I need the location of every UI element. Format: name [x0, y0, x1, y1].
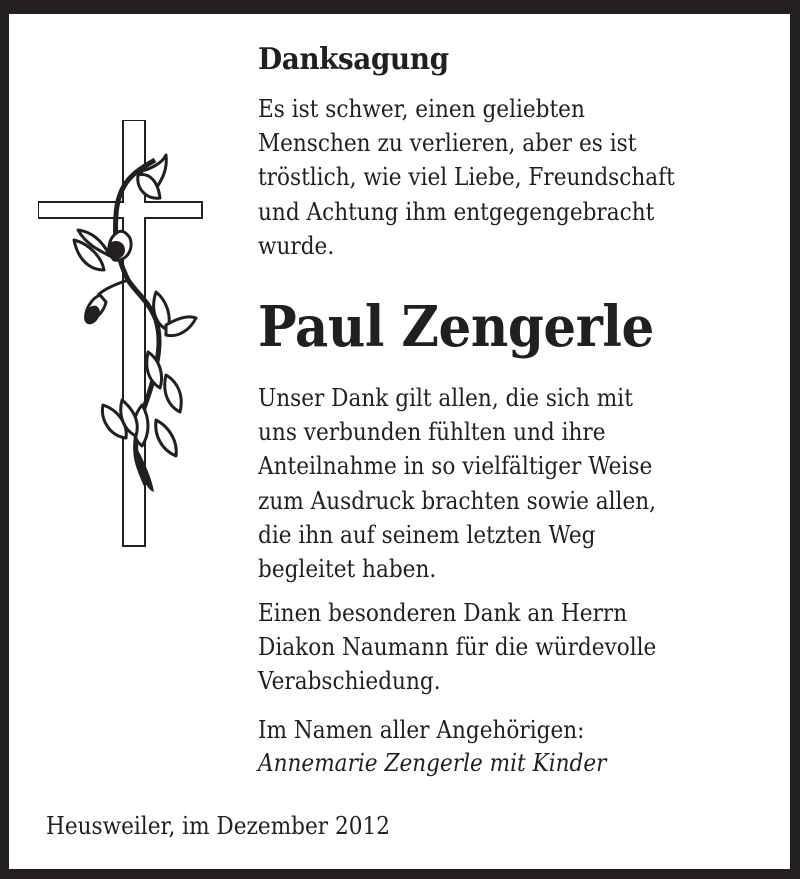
intro-line: Es ist schwer, einen geliebten: [258, 95, 585, 123]
thanks-paragraph: [258, 381, 656, 586]
thanks-line: begleitet haben.: [258, 554, 437, 583]
thanks-line: die ihn auf seinem letzten Weg: [258, 520, 596, 549]
place-date: Heusweiler, im Dezember 2012: [46, 812, 390, 840]
cross-with-rose-icon: [38, 120, 213, 560]
thanks-line: zum Ausdruck brachten sowie allen,: [258, 486, 657, 515]
special-thanks-line: Diakon Naumann für die würdevolle: [258, 633, 657, 662]
intro-line: tröstlich, wie viel Liebe, Freundschaft: [258, 163, 675, 192]
on-behalf-line: [258, 713, 584, 747]
thanks-line: Anteilnahme in so vielfältiger Weise: [258, 452, 653, 481]
intro-line: und Achtung ihm entgegengebracht: [258, 197, 655, 226]
special-thanks-line: Einen besonderen Dank an Herrn: [258, 599, 628, 627]
on-behalf-text: Im Namen aller Angehörigen:: [258, 716, 585, 744]
thanks-line: uns verbunden fühlten und ihre: [258, 418, 606, 447]
deceased-name: Paul Zengerle: [258, 294, 654, 360]
intro-line: wurde.: [258, 231, 335, 260]
signature: Annemarie Zengerle mit Kinder: [258, 749, 607, 777]
obituary-notice: [9, 14, 790, 869]
intro-line: Menschen zu verlieren, aber es ist: [258, 129, 637, 158]
intro-paragraph: [258, 92, 675, 263]
thanks-line: Unser Dank gilt allen, die sich mit: [258, 384, 633, 412]
special-thanks-line: Verabschiedung.: [258, 667, 441, 696]
notice-heading: Danksagung: [258, 42, 449, 77]
special-thanks-paragraph: [258, 596, 656, 699]
